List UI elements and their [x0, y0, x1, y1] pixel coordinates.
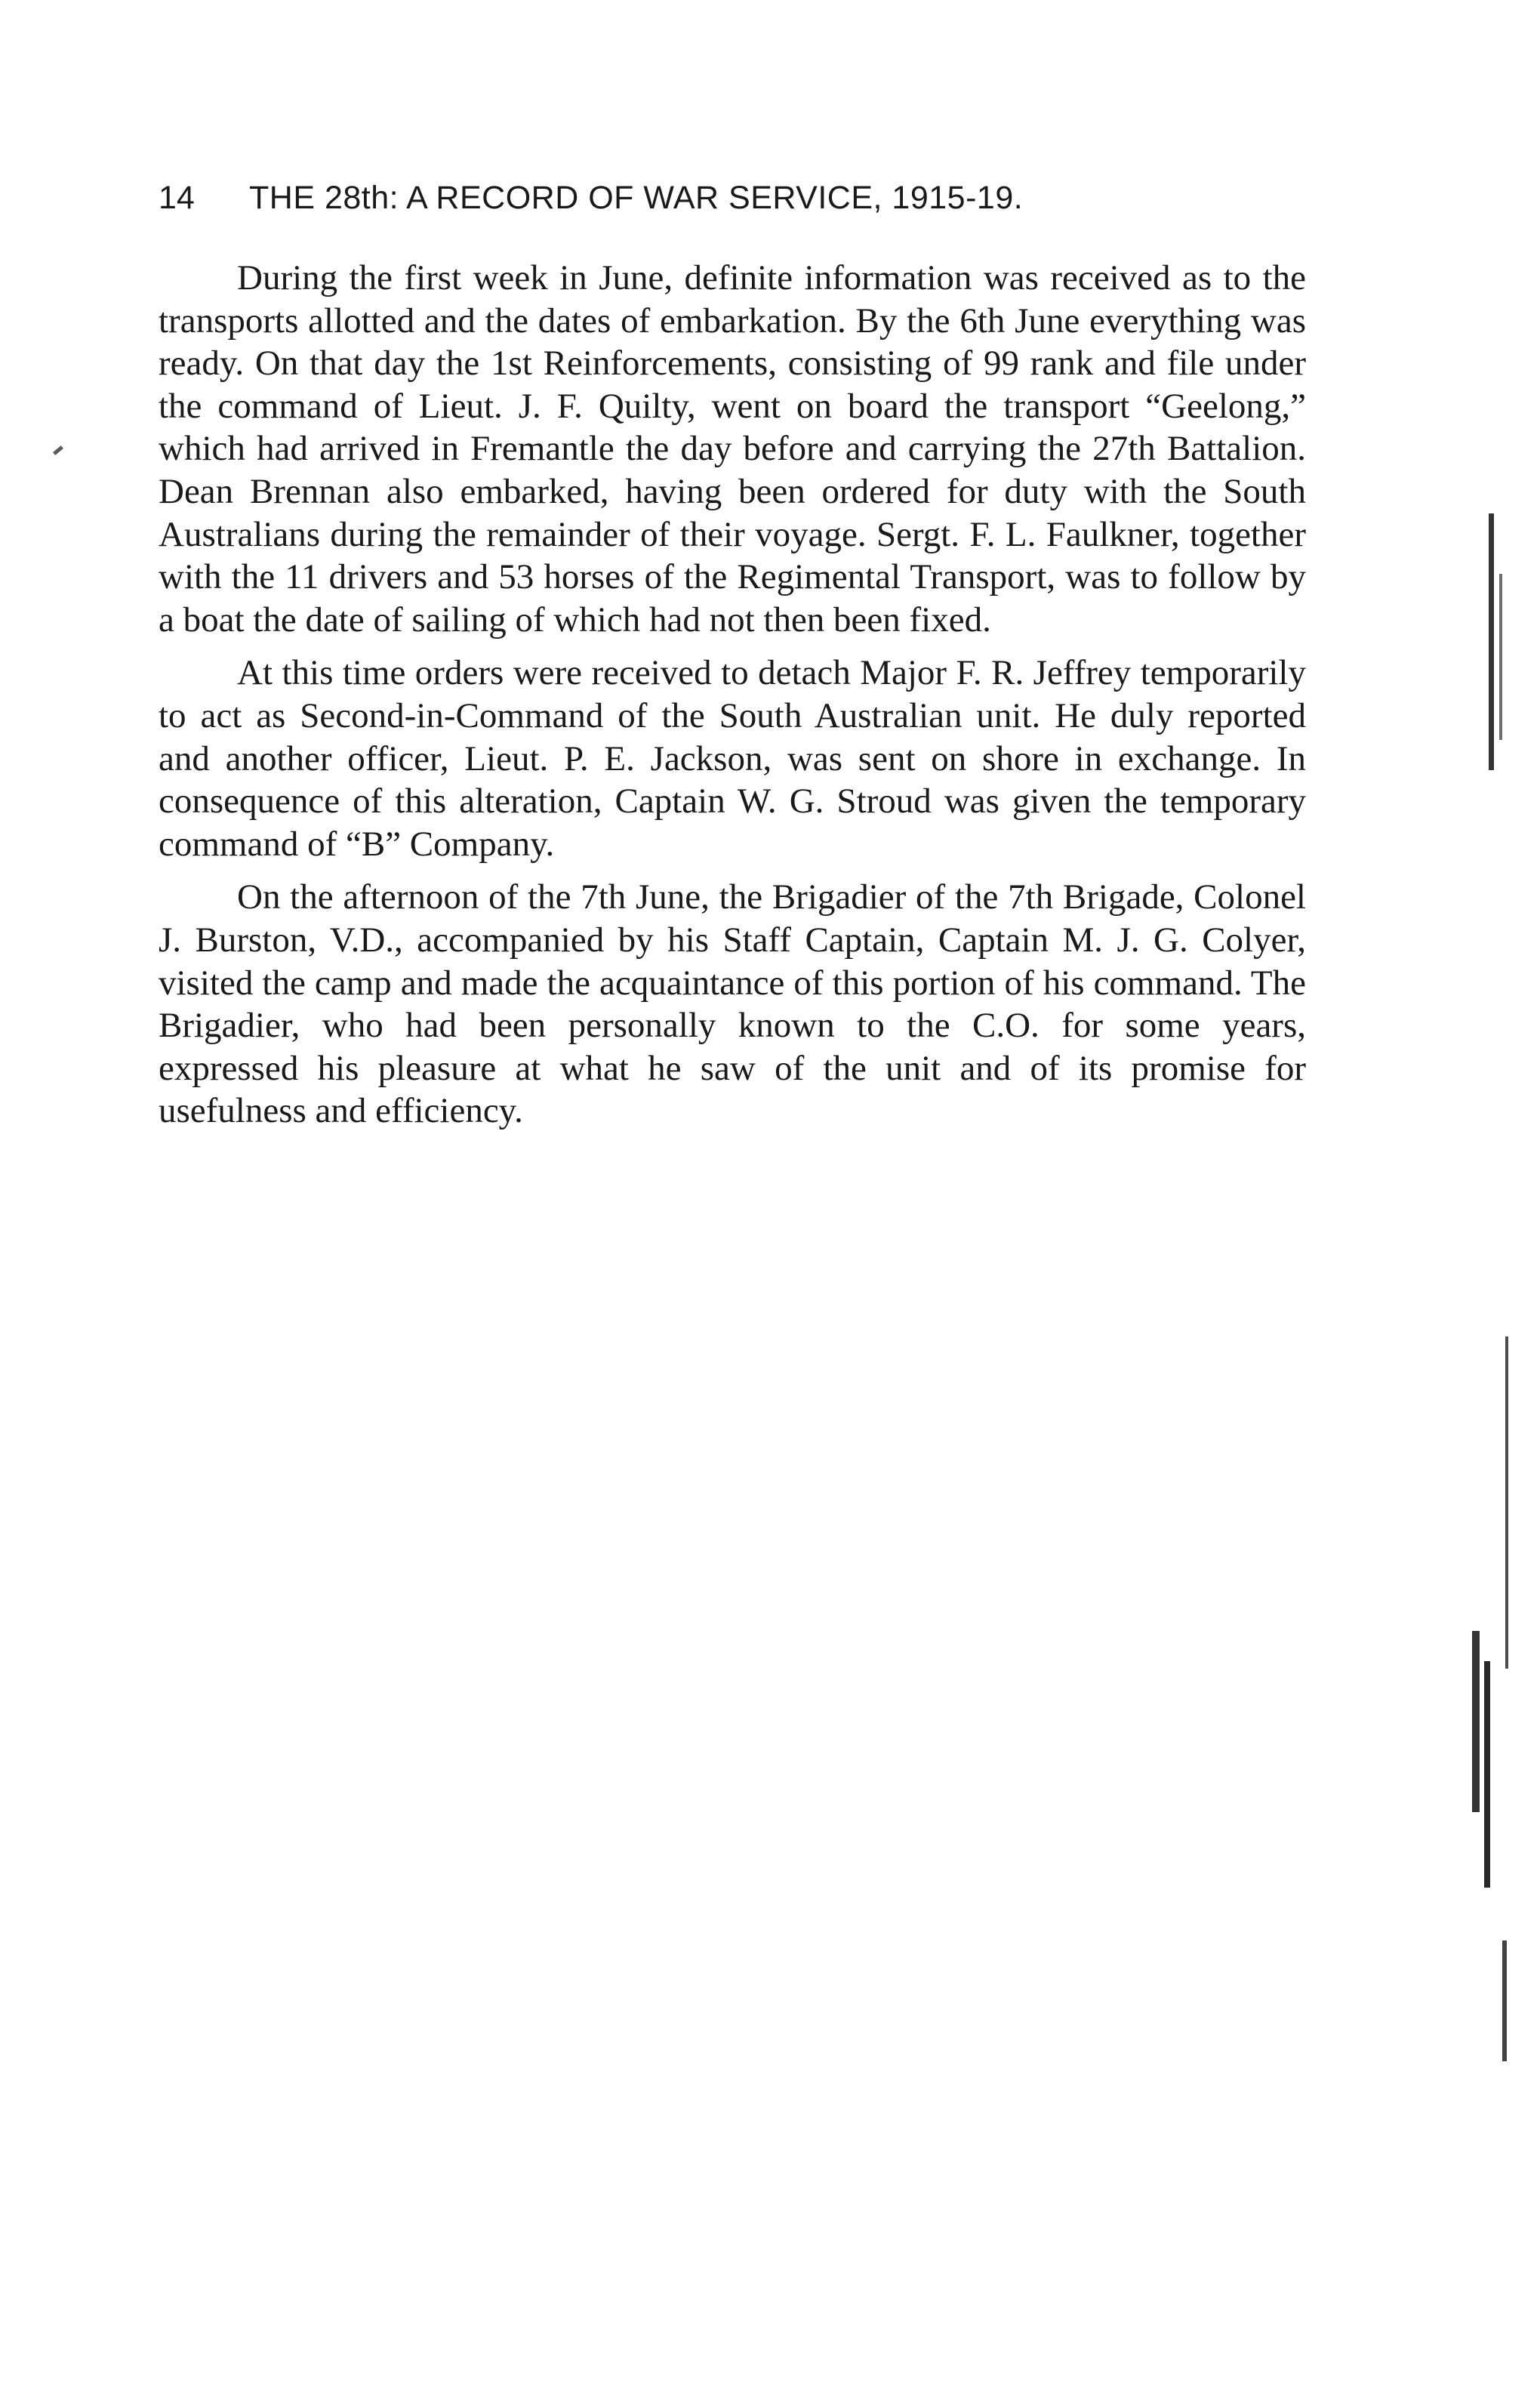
page-number: 14	[159, 180, 195, 216]
scan-artifact-7	[53, 445, 63, 455]
running-title: THE 28th: A RECORD OF WAR SERVICE, 1915-19.	[249, 180, 1024, 216]
scan-artifact-5	[1484, 1661, 1490, 1888]
paragraph-2: At this time orders were received to detach Major F. R. Jeffrey temporarily to act as Second-in-Command of the South Australian unit. He duly reported and another officer, Lieut. P. E. Jackson, was sent on shore in exchange. In consequence of this alteration, Captain W. G. Stroud was given the temporary command of “B” Company.	[159, 653, 1306, 864]
scan-artifact-6	[1502, 1940, 1507, 2061]
body-text	[159, 257, 1306, 1143]
scan-artifact-3	[1505, 1336, 1508, 1669]
scan-artifact-1	[1489, 513, 1494, 770]
paragraph-1: During the first week in June, definite information was received as to the transports allotted and the dates of embarkation. By the 6th June everything was ready. On that day the 1st Reinforcements, consisting of 99 rank and file under the command of Lieut. J. F. Quilty, went on board the transport “Geelong,” which had arrived in Fremantle the day before and carrying the 27th Battalion. Dean Brennan also embarked, having been ordered for duty with the South Australians during the remainder of their voyage. Sergt. F. L. Faulkner, together with the 11 drivers and 53 horses of the Regimental Transport, was to follow by a boat the date of sailing of which had not then been fixed.	[159, 258, 1306, 640]
running-header	[159, 175, 1336, 220]
scan-artifact-2	[1499, 574, 1502, 740]
paragraph-3: On the afternoon of the 7th June, the Brigadier of the 7th Brigade, Colonel J. Burston, V.D., accompanied by his Staff Captain, Captain M. J. G. Colyer, visited the camp and made the acquaintance of this portion of his command. The Brigadier, who had been personally known to the C.O. for some years, expressed his pleasure at what he saw of the unit and of its promise for usefulness and efficiency.	[159, 877, 1306, 1131]
scan-artifact-4	[1472, 1631, 1480, 1812]
